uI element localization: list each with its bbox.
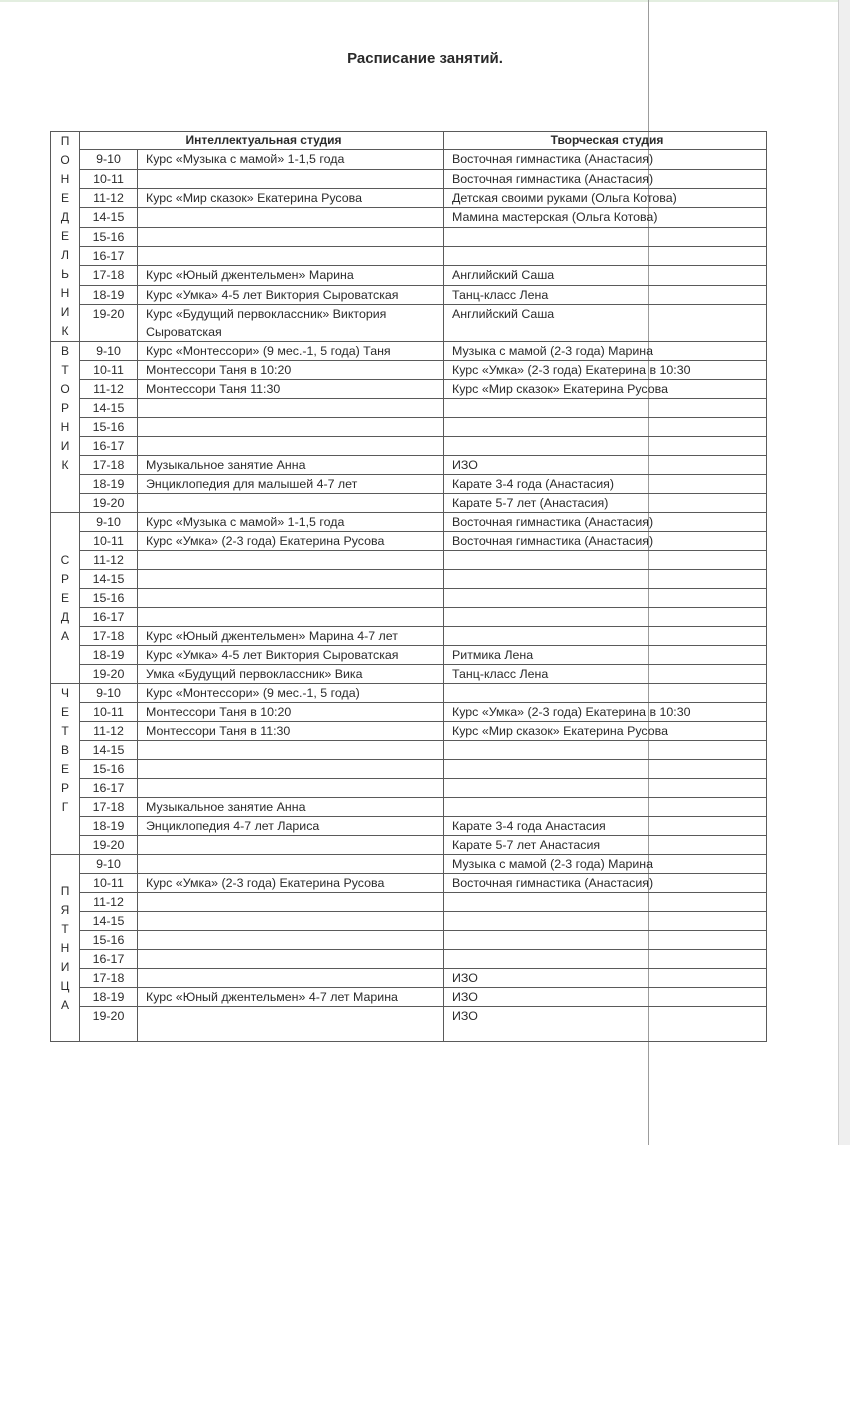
time-slot: 14-15	[80, 208, 138, 227]
day-letter: Н	[60, 286, 70, 300]
time-slot: 17-18	[80, 969, 138, 988]
day-letter: Е	[60, 229, 69, 243]
schedule-row	[51, 1007, 767, 1042]
schedule-body	[51, 132, 767, 1042]
creative-class: Музыка с мамой (2-3 года) Марина	[444, 855, 767, 874]
time-slot: 19-20	[80, 305, 138, 342]
schedule-row	[51, 150, 767, 169]
schedule-row	[51, 227, 767, 246]
schedule-row	[51, 513, 767, 532]
creative-class: Танц-класс Лена	[444, 665, 767, 684]
time-slot: 15-16	[80, 227, 138, 246]
day-letter: Т	[61, 921, 69, 936]
schedule-row	[51, 817, 767, 836]
time-slot: 10-11	[80, 361, 138, 380]
day-letter: В	[60, 344, 69, 358]
day-cell-monday	[51, 132, 80, 342]
day-letter: Ц	[60, 978, 70, 993]
time-slot: 18-19	[80, 988, 138, 1007]
creative-class	[444, 798, 767, 817]
intellectual-class: Монтессори Таня 11:30	[138, 380, 444, 399]
day-letter: Т	[61, 363, 69, 377]
time-slot: 18-19	[80, 817, 138, 836]
creative-class: ИЗО	[444, 969, 767, 988]
intellectual-class	[138, 855, 444, 874]
intellectual-class	[138, 551, 444, 570]
creative-class	[444, 893, 767, 912]
intellectual-class	[138, 779, 444, 798]
day-letter: И	[60, 305, 70, 319]
creative-class	[444, 246, 767, 265]
intellectual-class	[138, 246, 444, 265]
schedule-row	[51, 437, 767, 456]
day-letter: Т	[61, 724, 69, 738]
schedule-row	[51, 969, 767, 988]
intellectual-class	[138, 760, 444, 779]
schedule-row	[51, 589, 767, 608]
intellectual-class	[138, 169, 444, 188]
intellectual-class: Курс «Музыка с мамой» 1-1,5 года	[138, 150, 444, 169]
time-slot: 10-11	[80, 169, 138, 188]
intellectual-class: Энциклопедия 4-7 лет Лариса	[138, 817, 444, 836]
day-letter: О	[60, 153, 70, 167]
day-letter: Ь	[61, 267, 69, 281]
schedule-row	[51, 551, 767, 570]
creative-class: Карате 5-7 лет (Анастасия)	[444, 494, 767, 513]
day-cell-thursday	[51, 684, 80, 855]
time-slot: 19-20	[80, 665, 138, 684]
time-slot: 16-17	[80, 608, 138, 627]
intellectual-class	[138, 893, 444, 912]
time-slot: 15-16	[80, 418, 138, 437]
time-slot: 17-18	[80, 266, 138, 285]
time-slot: 16-17	[80, 246, 138, 265]
schedule-row	[51, 418, 767, 437]
creative-class: Восточная гимнастика (Анастасия)	[444, 513, 767, 532]
intellectual-class	[138, 494, 444, 513]
intellectual-class	[138, 1007, 444, 1042]
day-letter: И	[60, 959, 70, 974]
day-letter: Г	[61, 800, 69, 814]
creative-class	[444, 627, 767, 646]
creative-class	[444, 418, 767, 437]
intellectual-class	[138, 418, 444, 437]
creative-class: Английский Саша	[444, 305, 767, 342]
time-slot: 15-16	[80, 931, 138, 950]
time-slot: 14-15	[80, 912, 138, 931]
creative-class: ИЗО	[444, 456, 767, 475]
day-cell-friday	[51, 855, 80, 1042]
schedule-row	[51, 399, 767, 418]
time-slot: 17-18	[80, 627, 138, 646]
intellectual-class	[138, 950, 444, 969]
schedule-row	[51, 285, 767, 304]
intellectual-class	[138, 399, 444, 418]
day-letter: Л	[61, 248, 69, 262]
intellectual-class: Курс «Музыка с мамой» 1-1,5 года	[138, 513, 444, 532]
time-slot: 19-20	[80, 1007, 138, 1042]
day-letter: Р	[60, 781, 69, 795]
intellectual-class: Курс «Юный джентельмен» Марина 4-7 лет	[138, 627, 444, 646]
intellectual-class	[138, 589, 444, 608]
intellectual-class	[138, 931, 444, 950]
day-letter: А	[60, 997, 69, 1012]
schedule-row	[51, 931, 767, 950]
time-slot: 9-10	[80, 150, 138, 169]
time-slot: 19-20	[80, 494, 138, 513]
creative-class	[444, 551, 767, 570]
day-letter: Д	[60, 609, 70, 624]
schedule-row	[51, 912, 767, 931]
schedule-row	[51, 570, 767, 589]
time-slot: 15-16	[80, 760, 138, 779]
day-letter: Я	[60, 902, 70, 917]
schedule-row	[51, 646, 767, 665]
time-slot: 9-10	[80, 513, 138, 532]
schedule-row	[51, 342, 767, 361]
time-slot: 16-17	[80, 437, 138, 456]
schedule-row	[51, 950, 767, 969]
schedule-row	[51, 361, 767, 380]
intellectual-class	[138, 912, 444, 931]
intellectual-class: Курс «Будущий первоклассник» Виктория Сыроватская	[138, 305, 444, 342]
intellectual-class	[138, 437, 444, 456]
day-letter: Д	[60, 210, 70, 224]
day-letter: Е	[60, 705, 69, 719]
schedule-row	[51, 188, 767, 207]
day-letter: В	[60, 743, 69, 757]
time-slot: 11-12	[80, 380, 138, 399]
creative-class	[444, 399, 767, 418]
header-row	[51, 132, 767, 150]
time-slot: 10-11	[80, 532, 138, 551]
header-intellectual-studio: Интеллектуальная студия	[80, 132, 444, 150]
schedule-row	[51, 741, 767, 760]
creative-class: Карате 3-4 года (Анастасия)	[444, 475, 767, 494]
time-slot: 9-10	[80, 855, 138, 874]
time-slot: 9-10	[80, 342, 138, 361]
intellectual-class	[138, 741, 444, 760]
schedule-row	[51, 494, 767, 513]
day-letter: Р	[60, 571, 69, 586]
schedule-row	[51, 380, 767, 399]
day-cell-tuesday	[51, 342, 80, 513]
creative-class	[444, 589, 767, 608]
time-slot: 11-12	[80, 893, 138, 912]
schedule-row	[51, 475, 767, 494]
intellectual-class: Курс «Умка» (2-3 года) Екатерина Русова	[138, 874, 444, 893]
creative-class	[444, 779, 767, 798]
intellectual-class: Монтессори Таня в 10:20	[138, 361, 444, 380]
creative-class	[444, 950, 767, 969]
schedule-row	[51, 988, 767, 1007]
header-creative-studio: Творческая студия	[444, 132, 767, 150]
creative-class	[444, 227, 767, 246]
creative-class: Ритмика Лена	[444, 646, 767, 665]
time-slot: 17-18	[80, 798, 138, 817]
creative-class	[444, 684, 767, 703]
intellectual-class: Курс «Умка» 4-5 лет Виктория Сыроватская	[138, 646, 444, 665]
creative-class: Курс «Умка» (2-3 года) Екатерина в 10:30	[444, 703, 767, 722]
schedule-row	[51, 532, 767, 551]
schedule-row	[51, 208, 767, 227]
time-slot: 14-15	[80, 399, 138, 418]
intellectual-class: Курс «Монтессори» (9 мес.-1, 5 года)	[138, 684, 444, 703]
time-slot: 18-19	[80, 285, 138, 304]
time-slot: 16-17	[80, 950, 138, 969]
day-letter: П	[60, 134, 70, 148]
creative-class	[444, 741, 767, 760]
day-letter: К	[61, 324, 69, 338]
intellectual-class: Курс «Монтессори» (9 мес.-1, 5 года) Таня	[138, 342, 444, 361]
intellectual-class: Курс «Умка» (2-3 года) Екатерина Русова	[138, 532, 444, 551]
creative-class	[444, 570, 767, 589]
schedule-row	[51, 456, 767, 475]
creative-class: Карате 3-4 года Анастасия	[444, 817, 767, 836]
schedule-row	[51, 760, 767, 779]
intellectual-class: Курс «Умка» 4-5 лет Виктория Сыроватская	[138, 285, 444, 304]
intellectual-class: Музыкальное занятие Анна	[138, 456, 444, 475]
intellectual-class	[138, 570, 444, 589]
day-letter: Н	[60, 420, 70, 434]
time-slot: 15-16	[80, 589, 138, 608]
creative-class	[444, 931, 767, 950]
time-slot: 11-12	[80, 188, 138, 207]
schedule-row	[51, 684, 767, 703]
day-letter: А	[60, 628, 69, 643]
schedule-row	[51, 266, 767, 285]
intellectual-class	[138, 227, 444, 246]
intellectual-class: Энциклопедия для малышей 4-7 лет	[138, 475, 444, 494]
scan-right-edge	[838, 0, 850, 1145]
day-cell-wednesday	[51, 513, 80, 684]
schedule-row	[51, 722, 767, 741]
creative-class: Восточная гимнастика (Анастасия)	[444, 150, 767, 169]
schedule-row	[51, 608, 767, 627]
intellectual-class: Монтессори Таня в 10:20	[138, 703, 444, 722]
day-letter: Ч	[61, 686, 69, 700]
intellectual-class	[138, 608, 444, 627]
day-letter: Р	[60, 401, 69, 415]
time-slot: 19-20	[80, 836, 138, 855]
schedule-row	[51, 305, 767, 342]
creative-class	[444, 760, 767, 779]
creative-class	[444, 912, 767, 931]
intellectual-class	[138, 208, 444, 227]
creative-class	[444, 608, 767, 627]
creative-class: Курс «Мир сказок» Екатерина Русова	[444, 722, 767, 741]
schedule-row	[51, 836, 767, 855]
day-letter: Е	[60, 590, 69, 605]
intellectual-class: Умка «Будущий первоклассник» Вика	[138, 665, 444, 684]
time-slot: 18-19	[80, 475, 138, 494]
day-letter: Н	[60, 172, 70, 186]
time-slot: 11-12	[80, 551, 138, 570]
day-letter: К	[61, 458, 69, 472]
creative-class: ИЗО	[444, 1007, 767, 1042]
time-slot: 14-15	[80, 570, 138, 589]
creative-class: Детская своими руками (Ольга Котова)	[444, 188, 767, 207]
intellectual-class: Курс «Мир сказок» Екатерина Русова	[138, 188, 444, 207]
schedule-row	[51, 893, 767, 912]
creative-class: Мамина мастерская (Ольга Котова)	[444, 208, 767, 227]
day-letter: С	[60, 552, 70, 567]
time-slot: 9-10	[80, 684, 138, 703]
creative-class: Восточная гимнастика (Анастасия)	[444, 532, 767, 551]
creative-class: Курс «Мир сказок» Екатерина Русова	[444, 380, 767, 399]
creative-class: Танц-класс Лена	[444, 285, 767, 304]
scan-top-edge	[0, 0, 838, 2]
creative-class: Карате 5-7 лет Анастасия	[444, 836, 767, 855]
creative-class: Английский Саша	[444, 266, 767, 285]
creative-class: ИЗО	[444, 988, 767, 1007]
schedule-row	[51, 627, 767, 646]
day-letter: Е	[60, 191, 69, 205]
creative-class: Курс «Умка» (2-3 года) Екатерина в 10:30	[444, 361, 767, 380]
schedule-row	[51, 779, 767, 798]
intellectual-class	[138, 969, 444, 988]
schedule-row	[51, 874, 767, 893]
schedule-table	[50, 131, 767, 1042]
creative-class: Восточная гимнастика (Анастасия)	[444, 874, 767, 893]
intellectual-class: Курс «Юный джентельмен» Марина	[138, 266, 444, 285]
intellectual-class: Курс «Юный джентельмен» 4-7 лет Марина	[138, 988, 444, 1007]
day-letter: Е	[60, 762, 69, 776]
intellectual-class: Монтессори Таня в 11:30	[138, 722, 444, 741]
day-letter: И	[60, 439, 70, 453]
time-slot: 16-17	[80, 779, 138, 798]
schedule-row	[51, 855, 767, 874]
schedule-row	[51, 703, 767, 722]
schedule-row	[51, 169, 767, 188]
intellectual-class	[138, 836, 444, 855]
day-letter: О	[60, 382, 70, 396]
creative-class: Музыка с мамой (2-3 года) Марина	[444, 342, 767, 361]
schedule-row	[51, 665, 767, 684]
time-slot: 17-18	[80, 456, 138, 475]
time-slot: 14-15	[80, 741, 138, 760]
creative-class	[444, 437, 767, 456]
schedule-row	[51, 798, 767, 817]
schedule-row	[51, 246, 767, 265]
time-slot: 10-11	[80, 874, 138, 893]
day-letter: Н	[60, 940, 70, 955]
time-slot: 10-11	[80, 703, 138, 722]
time-slot: 18-19	[80, 646, 138, 665]
intellectual-class: Музыкальное занятие Анна	[138, 798, 444, 817]
day-letter: П	[60, 883, 70, 898]
creative-class: Восточная гимнастика (Анастасия)	[444, 169, 767, 188]
time-slot: 11-12	[80, 722, 138, 741]
page-title: Расписание занятий.	[347, 50, 503, 67]
